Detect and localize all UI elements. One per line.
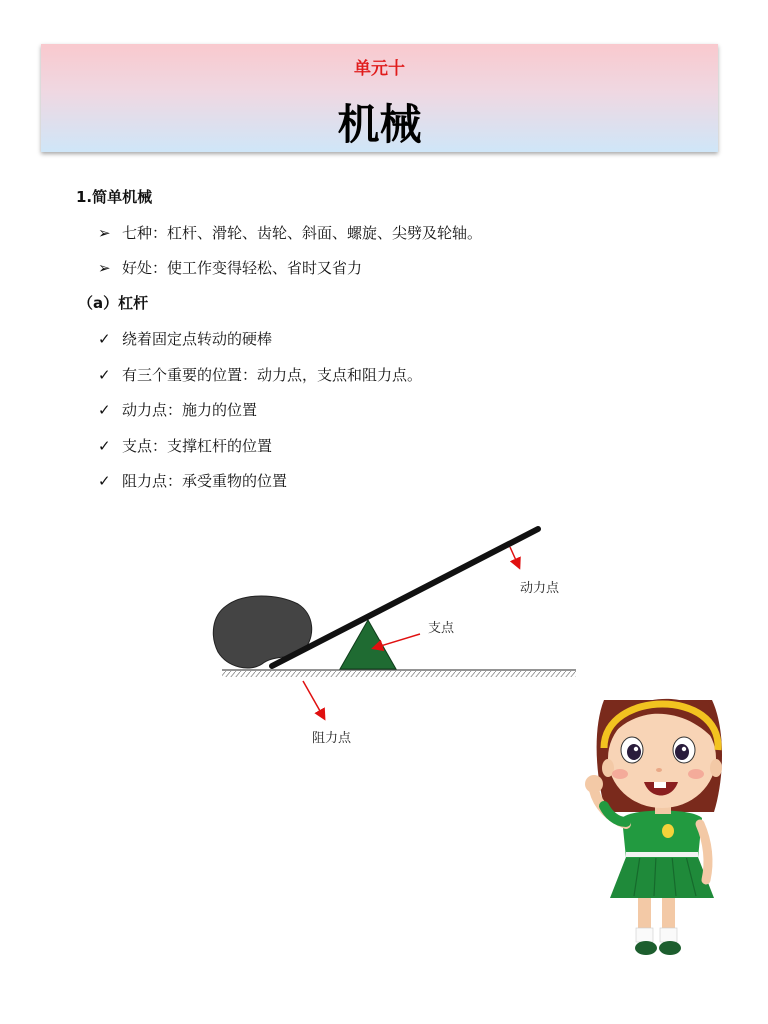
arrow-bullet-icon: ➢ (98, 224, 111, 242)
bullet-text: 阻力点：承受重物的位置 (122, 472, 288, 490)
page-title: 机械 (337, 100, 422, 149)
bullet-text: 好处：使工作变得轻松、省时又省力 (122, 259, 363, 277)
arrow-bullet-icon: ➢ (98, 259, 111, 277)
section-heading-simple-machines: 1.简单机械 (76, 188, 153, 206)
bullet-text: 动力点：施力的位置 (122, 401, 258, 419)
bullet-text: 七种：杠杆、滑轮、齿轮、斜面、螺旋、尖劈及轮轴。 (122, 224, 483, 242)
section-heading-lever: （a）杠杆 (78, 294, 149, 312)
check-bullet-icon: ✓ (98, 366, 111, 384)
fulcrum-label: 支点 (428, 621, 455, 636)
bullet-text: 有三个重要的位置：动力点，支点和阻力点。 (122, 366, 423, 384)
effort-point-label: 动力点 (520, 581, 560, 596)
load-point-label: 阻力点 (312, 731, 352, 746)
check-bullet-icon: ✓ (98, 330, 111, 348)
school-badge-icon (662, 824, 674, 838)
check-bullet-icon: ✓ (98, 401, 111, 419)
bullet-text: 支点：支撑杠杆的位置 (122, 437, 273, 455)
bullet-text: 绕着固定点转动的硬棒 (122, 330, 273, 348)
unit-number: 单元十 (354, 59, 405, 79)
girl-mascot (585, 699, 722, 955)
check-bullet-icon: ✓ (98, 472, 111, 490)
check-bullet-icon: ✓ (98, 437, 111, 455)
